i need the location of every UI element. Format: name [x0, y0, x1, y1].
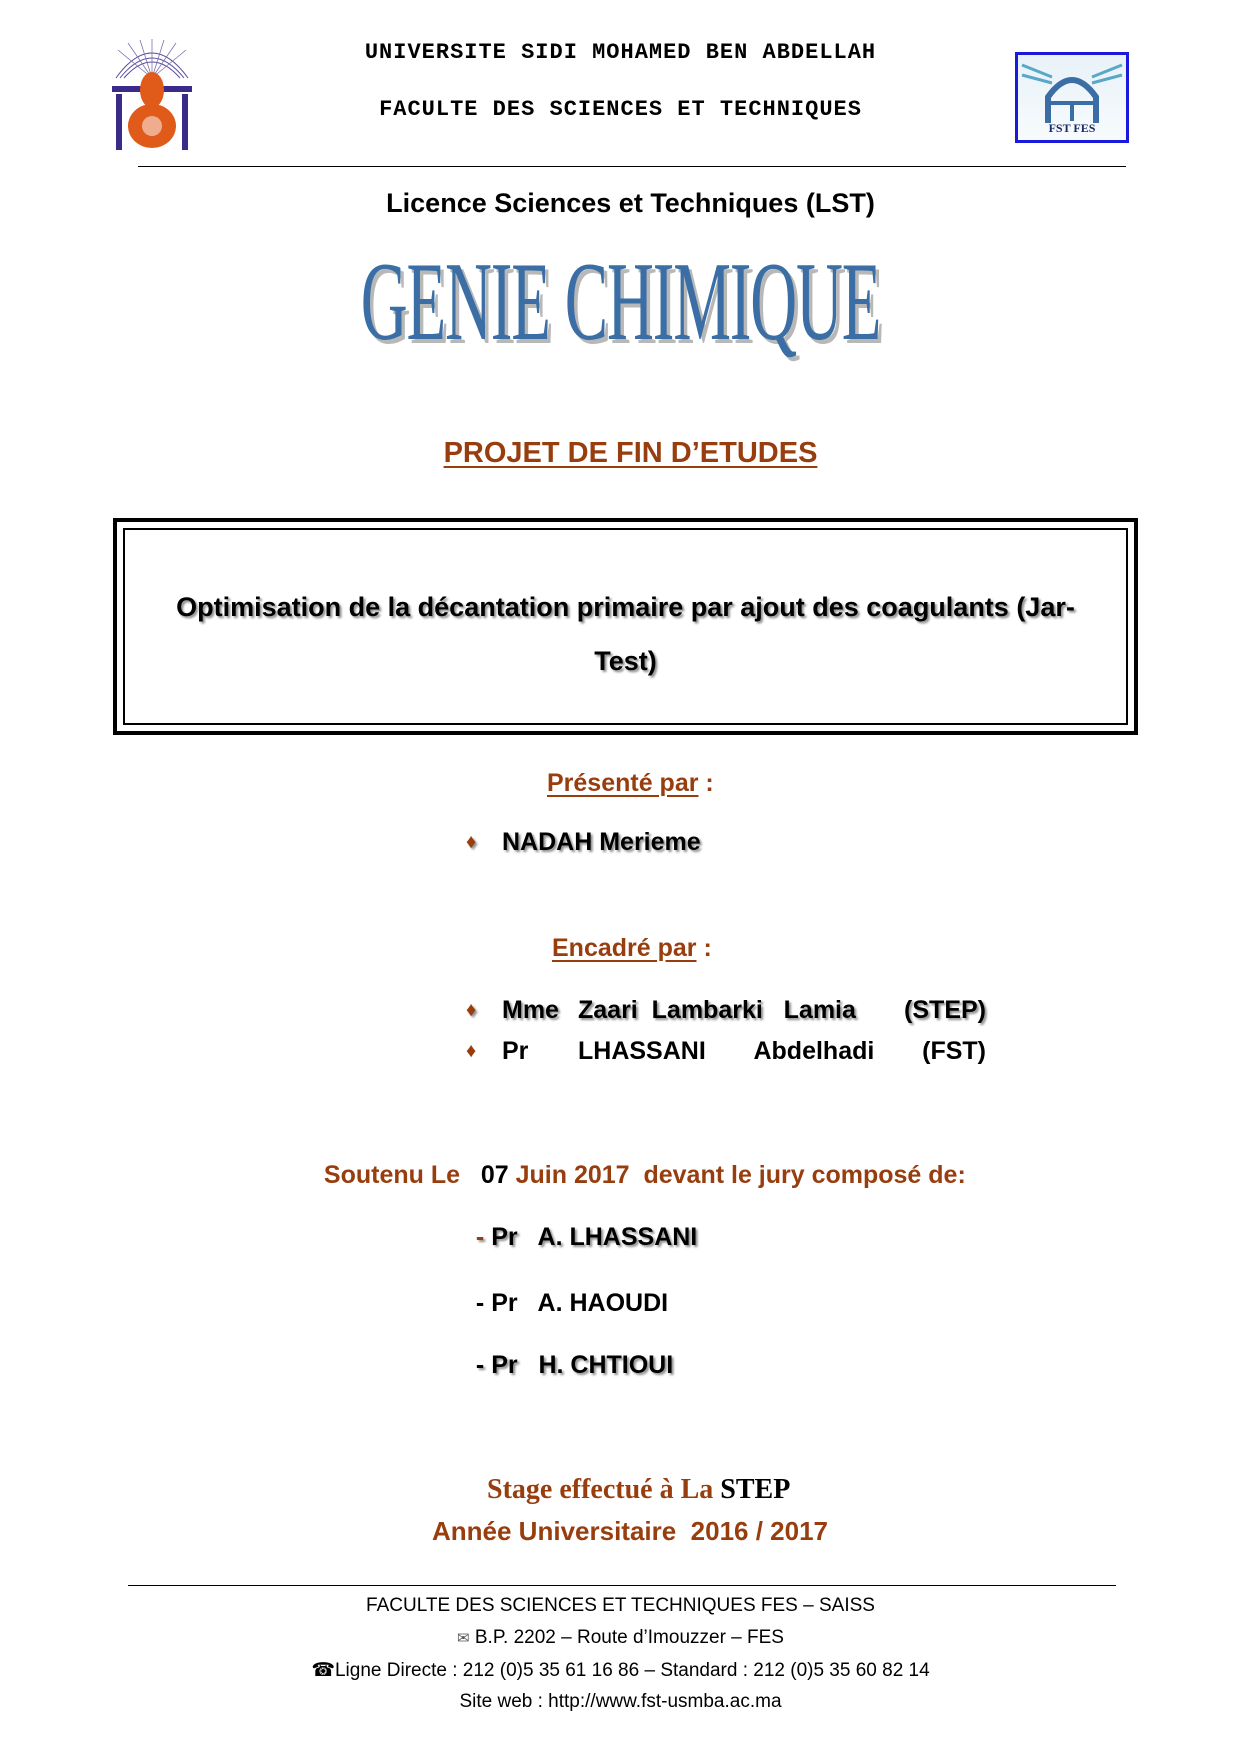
- fst-fes-logo-text: FST FES: [1048, 121, 1096, 135]
- diamond-bullet-icon: ♦: [466, 999, 477, 1021]
- supervisor-item: ♦ Mme Zaari Lambarki Lamia (STEP): [466, 996, 986, 1024]
- diamond-bullet-icon: ♦: [466, 831, 477, 853]
- faculty-name: FACULTE DES SCIENCES ET TECHNIQUES: [379, 97, 862, 122]
- supervisor-affiliation: (STEP): [904, 996, 986, 1024]
- program-name: Licence Sciences et Techniques (LST): [386, 188, 875, 218]
- footer-phone: ☎Ligne Directe : 212 (0)5 35 61 16 86 – Standard : 212 (0)5 35 60 82 14: [311, 1660, 930, 1681]
- diamond-bullet-icon: ♦: [466, 1040, 477, 1062]
- footer-website: Site web : http://www.fst-usmba.ac.ma: [459, 1691, 782, 1712]
- header-divider: [138, 166, 1126, 167]
- defense-line: Soutenu Le 07 Juin 2017 devant le jury composé de:: [323, 1161, 966, 1189]
- footer-address: ✉ B.P. 2202 – Route d’Imouzzer – FES: [457, 1627, 784, 1648]
- presented-by-heading: Présenté par :: [547, 769, 714, 797]
- footer-faculty: FACULTE DES SCIENCES ET TECHNIQUES FES – SAISS: [366, 1595, 875, 1616]
- supervisor-item: ♦ Pr LHASSANI Abdelhadi (FST): [466, 1037, 986, 1065]
- supervisor-name: Zaari Lambarki Lamia: [578, 996, 856, 1024]
- supervised-by-heading: Encadré par :: [552, 934, 712, 962]
- university-name: UNIVERSITE SIDI MOHAMED BEN ABDELLAH: [364, 40, 877, 65]
- mail-icon: ✉: [457, 1630, 470, 1647]
- supervisor-name: LHASSANI Abdelhadi: [578, 1037, 875, 1065]
- jury-member: - Pr A. HAOUDI: [475, 1289, 669, 1317]
- department-title: GENIE CHIMIQUE: [360, 240, 881, 364]
- thesis-title: [113, 580, 1138, 688]
- student-item: [466, 828, 701, 857]
- jury-member: - Pr A. LHASSANI: [475, 1223, 698, 1251]
- phone-icon: ☎: [311, 1660, 335, 1681]
- academic-year: Année Universitaire 2016 / 2017: [432, 1516, 829, 1546]
- supervisor-affiliation: (FST): [922, 1037, 986, 1065]
- document-type: PROJET DE FIN D’ETUDES: [443, 437, 818, 469]
- footer-divider: [128, 1585, 1116, 1586]
- internship-line: Stage effectué à La STEP: [487, 1474, 791, 1505]
- defense-day: 07: [480, 1161, 509, 1189]
- internship-place: STEP: [720, 1474, 791, 1505]
- thesis-title-line2: Test): [594, 646, 657, 676]
- jury-member: - Pr H. CHTIOUI: [475, 1351, 674, 1379]
- fst-fes-logo: [1015, 52, 1129, 143]
- student-name: NADAH Merieme: [502, 828, 701, 856]
- thesis-title-line1: Optimisation de la décantation primaire par ajout des coagulants (Jar-: [176, 592, 1075, 622]
